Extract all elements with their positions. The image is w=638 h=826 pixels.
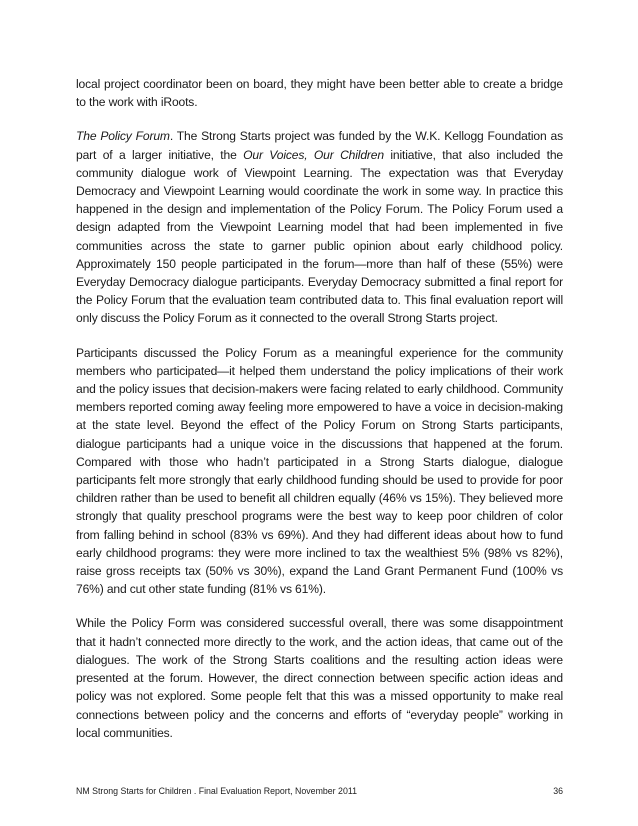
paragraph [76,344,563,599]
text-run: local project coordinator been on board, they might have been better able to create a bridge to the work with iRoots. [76,77,563,110]
paragraph [76,75,563,111]
text-run: initiative, that also included the community dialogue work of Viewpoint Learning. The expectation was that Everyday Democracy and Viewpoint Learning would coordinate the work in some way. In practice this happened in the design and implementation of the Policy Forum. The Policy Forum used a design adapted from the Viewpoint Learning model that had been implemented in five communities across the state to garner public opinion about early childhood policy. Approximately 150 people participated in the forum—more than half of these (55%) were Everyday Democracy dialogue participants. Everyday Democracy submitted a final report for the Policy Forum that the evaluation team contributed data to. This final evaluation report will only discuss the Policy Forum as it connected to the overall Strong Starts project. [76,147,563,326]
text-run: . The Strong Starts project was funded by the W.K. Kellogg Foundation as part of a larger initiative, the [76,129,563,162]
initiative-name: Our Voices, Our Children [243,147,384,162]
text-run: While the Policy Form was considered successful overall, there was some disappointment that it hadn’t connected more directly to the work, and the action ideas, that came out of the dialogues. The work of the Strong Starts coalitions and the resulting action ideas were presented at the forum. However, the direct connection between specific action ideas and policy was not explored. Some people felt that this was a missed opportunity to make real connections between policy and the concerns and efforts of “everyday people” working in local communities. [76,616,563,740]
footer-title: NM Strong Starts for Children . Final Evaluation Report, November 2011 [76,786,357,796]
page-number: 36 [553,786,563,796]
paragraph [76,127,563,327]
paragraph [76,614,563,741]
text-run: Participants discussed the Policy Forum as a meaningful experience for the community members who participated—it helped them understand the policy implications of their work and the policy issues that decision-makers were facing related to early childhood. Community members reported coming away feeling more empowered to have a voice in decision-making at the state level. Beyond the effect of the Policy Forum on Strong Starts participants, dialogue participants had a unique voice in the discussions that happened at the forum. Compared with those who hadn’t participated in a Strong Starts dialogue, dialogue participants felt more strongly that early childhood funding should be used to provide for poor children rather than be used to benefit all children equally (46% vs 15%). They believed more strongly that quality preschool programs were the best way to keep poor children of color from falling behind in school (83% vs 69%). And they had different ideas about how to fund early childhood programs: they were more inclined to tax the wealthiest 5% (98% vs 82%), raise gross receipts tax (50% vs 30%), expand the Land Grant Permanent Fund (100% vs 76%) and cut other state funding (81% vs 61%). [76,345,563,597]
body-text [76,75,563,758]
section-heading-policy-forum: The Policy Forum [76,129,170,144]
